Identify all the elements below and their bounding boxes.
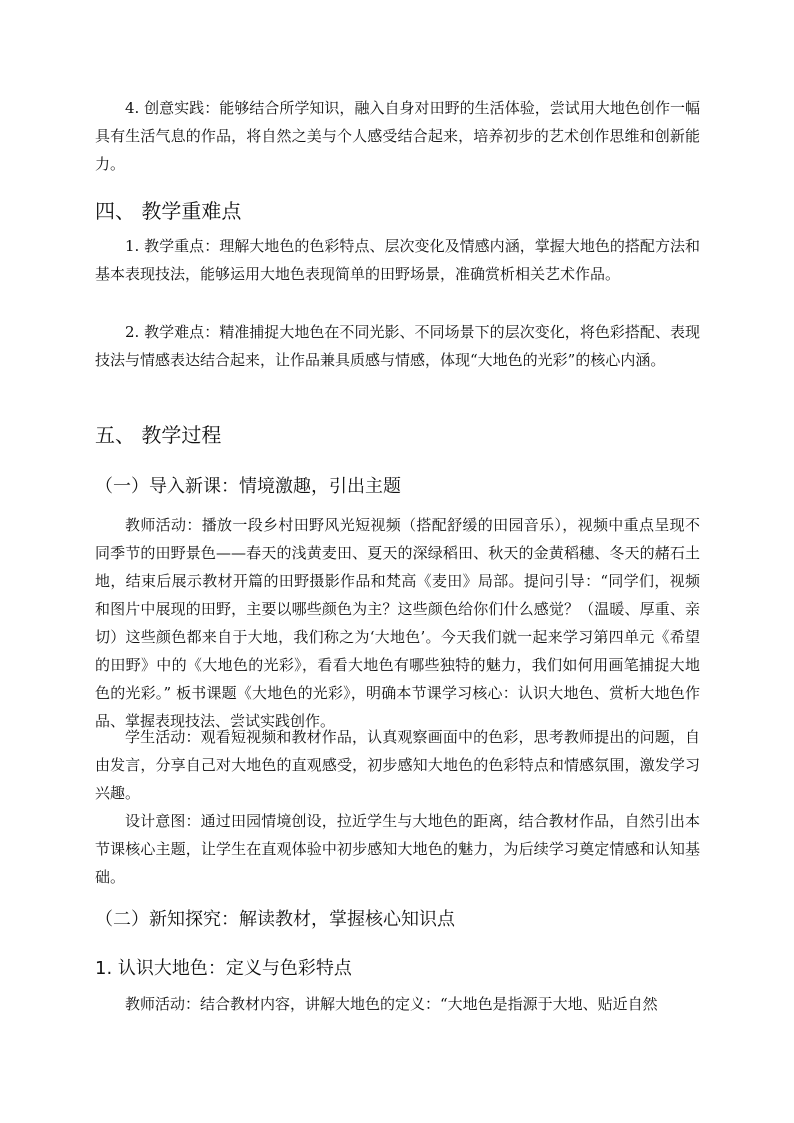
subsection-heading-new-knowledge: （二）新知探究：解读教材，掌握核心知识点 — [95, 909, 455, 930]
paragraph-teacher-activity-intro: 教师活动：播放一段乡村田野风光短视频（搭配舒缓的田园音乐），视频中重点呈现不同季节的田野景色——春天的浅黄麦田、夏天的深绿稻田、秋天的金黄稻穗、冬天的赭石土地，结束后展示教材开篇的田野摄影作品和梵高《麦田》局部。提问引导：“同学们，视频和图片中展现的田野，主要以哪些颜色为主？这些颜色给你们什么感觉？（温暖、厚重、亲切）这些颜色都来自于大地，我们称之为‘大地色’。今天我们就一起来学习第四单元《希望的田野》中的《大地色的光彩》，看看大地色有哪些独特的魅力，我们如何用画笔捕捉大地色的光彩。” 板书课题《大地色的光彩》，明确本节课学习核心：认识大地色、赏析大地色作品、掌握表现技法、尝试实践创作。 — [95, 516, 700, 730]
item-heading-understand-earth-color: 1. 认识大地色：定义与色彩特点 — [95, 958, 352, 979]
paragraph-teaching-difficulty: 2. 教学难点：精准捕捉大地色在不同光影、不同场景下的层次变化，将色彩搭配、表现技法与情感表达结合起来，让作品兼具质感与情感，体现“大地色的光彩”的核心内涵。 — [95, 323, 700, 369]
subsection-heading-introduction: （一）导入新课：情境激趣，引出主题 — [95, 476, 401, 497]
section-heading-teaching-process: 五、 教学过程 — [95, 423, 222, 447]
section-heading-key-difficult-points: 四、 教学重难点 — [95, 199, 242, 223]
paragraph-creative-practice: 4. 创意实践：能够结合所学知识，融入自身对田野的生活体验，尝试用大地色创作一幅具有生活气息的作品，将自然之美与个人感受结合起来，培养初步的艺术创作思维和创新能力。 — [95, 99, 700, 173]
paragraph-teaching-focus: 1. 教学重点：理解大地色的色彩特点、层次变化及情感内涵，掌握大地色的搭配方法和基本表现技法，能够运用大地色表现简单的田野场景，准确赏析相关艺术作品。 — [95, 237, 700, 283]
paragraph-teacher-activity-definition: 教师活动：结合教材内容，讲解大地色的定义：“大地色是指源于大地、贴近自然 — [125, 995, 658, 1013]
paragraph-design-intent: 设计意图：通过田园情境创设，拉近学生与大地色的距离，结合教材作品，自然引出本节课核心主题，让学生在直观体验中初步感知大地色的魅力，为后续学习奠定情感和认知基础。 — [95, 812, 700, 886]
paragraph-student-activity: 学生活动：观看短视频和教材作品，认真观察画面中的色彩，思考教师提出的问题，自由发言，分享自己对大地色的直观感受，初步感知大地色的色彩特点和情感氛围，激发学习兴趣。 — [95, 728, 700, 802]
